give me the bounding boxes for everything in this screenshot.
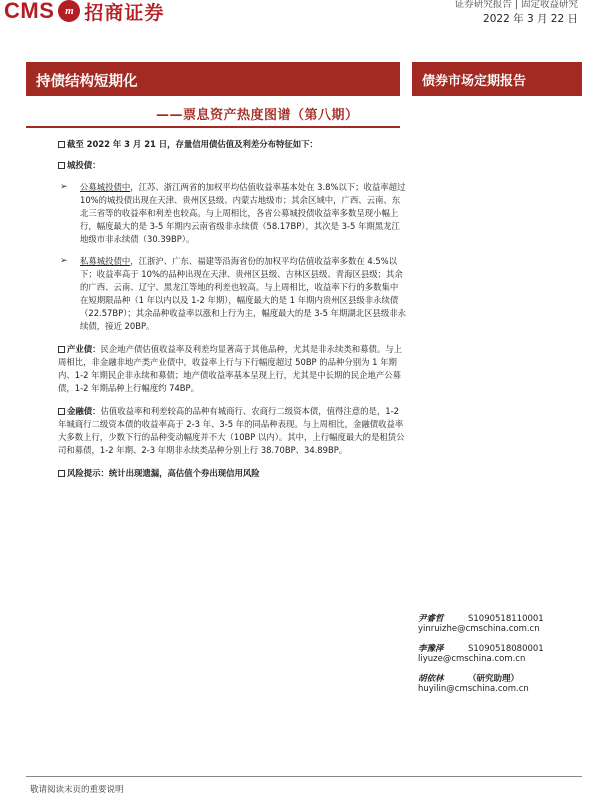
- author-cert: S1090518080001: [468, 644, 544, 654]
- author-block: [418, 612, 544, 634]
- author-email[interactable]: huyilin@cmschina.com.cn: [418, 684, 529, 694]
- cms-logo: [4, 0, 164, 24]
- title-divider: [26, 126, 400, 128]
- bullet-text: ，江苏、浙江两省的加权平均估值收益率基本处在 3.8%以下；收益率超过 10%的城投债出现在天津、贵州区县级、内蒙古地级市；其余区域中，广西、云南、东北三省等的收益率和利差也较高。与上周相比，各省公募城投债收益率多数呈现小幅上行，幅度最大的是 3-5 年期内云南省级非永续债（58.17BP），其次是 3-5 年期黑龙江地级市非永续债（30.39BP）。: [80, 182, 406, 244]
- industry-paragraph: [58, 343, 406, 395]
- bullet-label: 公募城投债中: [80, 182, 131, 192]
- report-type: 证券研究报告 | 固定收益研究: [454, 0, 578, 10]
- industry-label: 产业债：: [67, 344, 101, 354]
- arrow-bullet-icon: ➢: [60, 256, 68, 266]
- urban-heading-text: 城投债：: [67, 160, 101, 170]
- report-subtitle: ——票息资产热度图谱（第八期）: [156, 108, 359, 123]
- checkbox-bullet-icon: [58, 346, 65, 353]
- lead-paragraph: [58, 138, 406, 151]
- bullet-label: 私募城投债中: [80, 256, 131, 266]
- author-block: [418, 672, 529, 694]
- author-email[interactable]: liyuze@cmschina.com.cn: [418, 654, 526, 664]
- finance-text: 估值收益率和利差较高的品种有城商行、农商行二级资本债，值得注意的是，1-2 年城商行二级资本债的收益率高于 2-3 年、3-5 年的同品种表现。与上周相比，金融债收益率大多数上行，少数下行的品种变动幅度并不大（10BP 以内）。其中，上行幅度最大的是租赁公司和募债，1-2 年期、2-3 年期非永续类品种分别上行 38.70BP、34.89BP。: [58, 406, 405, 455]
- report-title: 持债结构短期化: [36, 74, 138, 90]
- side-banner: [412, 62, 582, 96]
- report-body: [58, 138, 406, 480]
- industry-text: 民企地产债估值收益率及利差均显著高于其他品种，尤其是非永续类和募债。与上周相比，非金融非地产类产业债中，收益率上行与下行幅度超过 50BP 的品种分别为 1 年期内、1-2 年期民企非永续和募债；地产债收益率基本呈现上行，尤其是中长期的民企地产公募债，1-2 年期品种上行幅度约 74BP。: [58, 344, 402, 393]
- logo-mark-icon: m: [58, 0, 80, 22]
- side-title: 债券市场定期报告: [422, 74, 527, 89]
- author-block: [418, 642, 544, 664]
- bullet-public-urban: [58, 181, 406, 246]
- risk-paragraph: [58, 467, 406, 480]
- page-header: [0, 0, 600, 38]
- logo-text-cn: 招商证券: [84, 1, 165, 24]
- bullet-private-urban: [58, 255, 406, 333]
- lead-text: 截至 2022 年 3 月 21 日，存量信用债估值及利差分布特征如下：: [67, 139, 318, 149]
- author-cert: S1090518110001: [468, 614, 544, 624]
- author-name: 李豫泽: [418, 644, 444, 654]
- checkbox-bullet-icon: [58, 470, 65, 477]
- checkbox-bullet-icon: [58, 408, 65, 415]
- arrow-bullet-icon: ➢: [60, 182, 68, 192]
- finance-paragraph: [58, 405, 406, 457]
- bullet-text: ，江浙沪、广东、福建等沿海省份的加权平均估值收益率多数在 4.5%以下；收益率高于 10%的品种出现在天津、贵州区县级、吉林区县级、青海区县级；其余的广西、云南、辽宁、黑龙江等地的利差也较高。与上周相比，收益率下行的多数集中在短期限品种（1 年以内以及 1-2 年期），幅度最大的是 1 年期内贵州区县级非永续债（22.57BP）；其余品种收益率以涨和上行为主，幅度最大的是 3-5 年期湖北区县级非永续债，接近 20BP。: [80, 256, 406, 331]
- footer-note: 敬请阅读末页的重要说明: [30, 785, 124, 795]
- author-email[interactable]: yinruizhe@cmschina.com.cn: [418, 624, 540, 634]
- urban-heading: [58, 159, 406, 172]
- finance-label: 金融债：: [67, 406, 101, 416]
- checkbox-bullet-icon: [58, 141, 65, 148]
- logo-text-en: CMS: [4, 0, 55, 23]
- risk-text: 风险提示：统计出现遗漏，高估值个券出现信用风险: [67, 468, 260, 478]
- title-banner: [26, 62, 400, 96]
- author-cert: （研究助理）: [468, 674, 520, 684]
- footer-divider: [26, 776, 582, 777]
- author-name: 胡依林: [418, 674, 444, 684]
- author-name: 尹睿哲: [418, 614, 444, 624]
- report-date: 2022 年 3 月 22 日: [483, 13, 578, 25]
- checkbox-bullet-icon: [58, 162, 65, 169]
